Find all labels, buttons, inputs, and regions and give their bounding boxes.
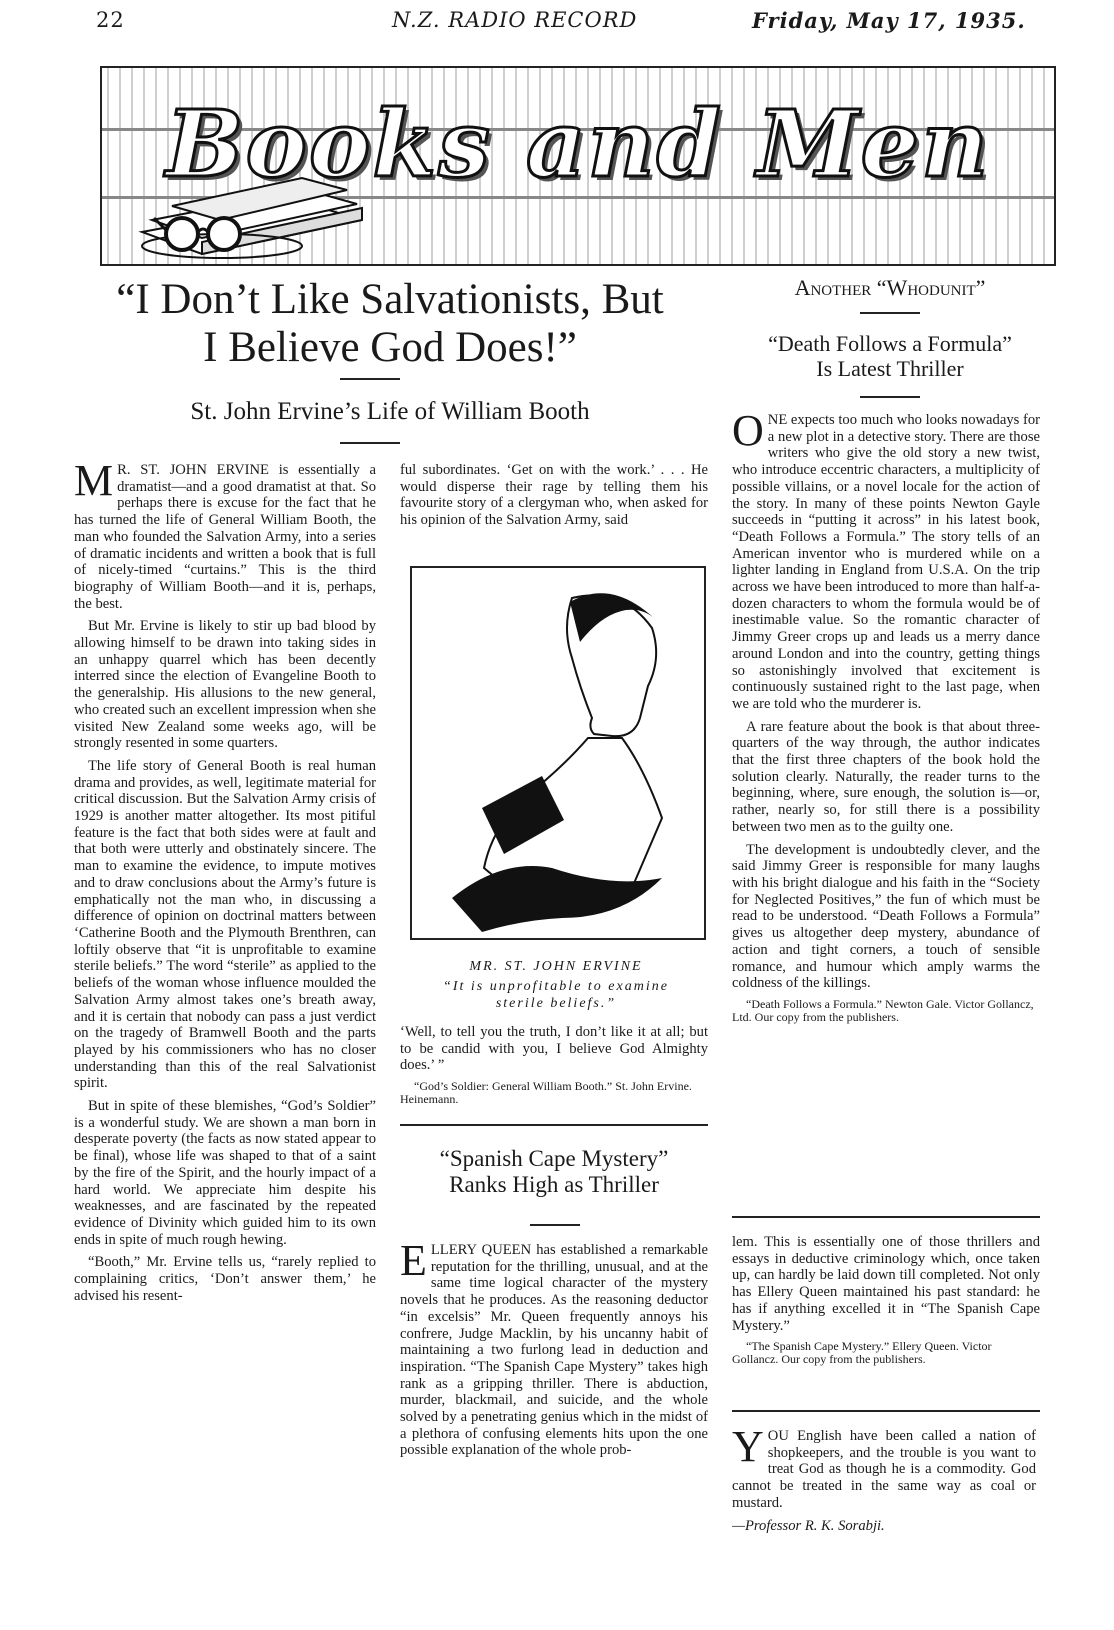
whodunit-headline-line2: Is Latest Thriller (816, 355, 964, 381)
author-portrait (410, 566, 706, 940)
main-article-column-2 (400, 462, 708, 552)
main-article-paragraph: “Booth,” Mr. Ervine tells us, “rarely replied to complaining critics, ‘Don’t answer them,’ he advised his resent- (74, 1254, 376, 1304)
whodunit-kicker (728, 276, 1052, 301)
main-article-paragraph: ful subordinates. ‘Get on with the work.’ . . . He would disperse their rage by telling them his favourite story of a clergyman who, when asked for his opinion of the Salvation Army, said (400, 462, 708, 529)
spanish-article-paragraph: lem. This is essentially one of those thrillers and essays in deductive criminology which, once taken up, can hardly be laid down till completed. Not only has Ellery Queen maintained his past standard: he has if anything excelled it in “The Spanish Cape Mystery.” (732, 1234, 1040, 1334)
book-credit: “The Spanish Cape Mystery.” Ellery Queen. Victor Gollancz. Our copy from the publishers. (732, 1339, 992, 1367)
whodunit-kicker-text: Another “Whodunit” (794, 275, 986, 300)
divider (732, 1216, 1040, 1218)
drop-cap: O (732, 412, 764, 455)
quote-text: OU English have been called a nation of shopkeepers, and the trouble is you want to treat God as though he is a commodity. God cannot be treated in the same way as coal or mustard. (732, 1428, 1036, 1511)
spectacles-icon (152, 208, 262, 258)
portrait-caption-name: MR. ST. JOHN ERVINE (469, 959, 643, 974)
whodunit-article-column (732, 412, 1040, 1208)
spanish-article-column-2 (732, 1234, 1040, 1402)
spanish-article-column-1 (400, 1242, 708, 1542)
portrait-caption-quote: “It is unprofitable to examine sterile beliefs.” (443, 979, 669, 1011)
quote-attribution: —Professor R. K. Sorabji. (732, 1517, 885, 1534)
divider (340, 378, 400, 380)
man-reading-illustration (412, 568, 704, 938)
main-article-column-2-end (400, 1024, 708, 1114)
main-headline (60, 276, 720, 372)
whodunit-article-paragraph: A rare feature about the book is that about three-quarters of the way through, the author indicates that the first three chapters of the book hold the solution clearly. Naturally, the reader turns to the beginning, where, sure enough, the solution is—or, rather, nearly so, for still there is a possibility between two men as to the guilty one. (732, 718, 1040, 835)
masthead-title: Books and Men (165, 90, 991, 198)
main-article-column-1 (74, 462, 376, 1532)
publication-name: N.Z. RADIO RECORD (392, 8, 638, 32)
whodunit-article-paragraph: NE expects too much who looks nowadays for a new plot in a detective story. There are those writers who give the old story a new twist, who introduce eccentric characters, a multiplicity of possible villains, or a novel locale for the action of the story. In many of these points Newton Gayle succeeds in “putting it across” in his latest book, “Death Follows a Formula.” The story tells of an American inventor who is murdered while on a lighter landing in England from U.S.A. On the trip across we have been introduced to more than half-a-dozen characters to whom the formula would be of inestimable value. So the romantic character of Jimmy Greer crops up and leads us a merry dance around London and into the country, getting things so astonishingly involved that excitement is continuously sustained right to the last page, when we are told who the murderer is. (732, 412, 1040, 712)
drop-cap: M (74, 462, 114, 505)
books-and-men-masthead (100, 66, 1056, 266)
main-article-paragraph: ‘Well, to tell you the truth, I don’t like it at all; but to be candid with you, I believe God Almighty does.’ ” (400, 1024, 708, 1074)
main-article-paragraph: The life story of General Booth is real human drama and provides, as well, legitimate material for critical discussion. But the Salvation Army crisis of 1929 is another matter altogether. Its most pitiful feature is the fact that both sides were at fault and that both were utterly and obstinately sincere. The man to examine the evidence, to impute motives and to draw conclusions about the Army’s future is emphatically not the man who, in discussing a difference of opinion on doctrinal matters between ‘Catherine Booth and the Plymouth Brenthren, can loftily observe that “it is unprofitable to examine sterile beliefs.” The word “sterile” as applied to the beliefs of the woman whose influence moulded the Salvation Army almost takes one’s breath away, and it is certain that nobody can pass a just verdict on the tragedy of Bramwell Booth and the parts played by his commissioners who has no closer understanding than this of the real Salvationist spirit. (74, 757, 376, 1092)
divider (530, 1224, 580, 1226)
sorabji-quote (732, 1428, 1036, 1538)
divider (860, 396, 920, 398)
whodunit-headline (728, 332, 1052, 381)
main-subhead: St. John Ervine’s Life of William Booth (190, 398, 590, 425)
whodunit-headline-line1: “Death Follows a Formula” (768, 331, 1012, 356)
book-credit: “Death Follows a Formula.” Newton Gale. Victor Gollancz, Ltd. Our copy from the publishers. (732, 996, 1034, 1024)
spanish-headline (400, 1146, 708, 1198)
main-headline-line1: “I Don’t Like Salvationists, But (116, 276, 664, 323)
main-article-paragraph: But Mr. Ervine is likely to stir up bad blood by allowing himself to be drawn into taking sides in an unhappy quarrel which has been decently interred since the election of Evangeline Booth to the generalship. His allusions to the new general, who created such an excellent impression when she visited New Zealand some weeks ago, will be strongly resented in some quarters. (74, 618, 376, 752)
main-article-paragraph: But in spite of these blemishes, “God’s Soldier” is a wonderful study. We are shown a man born in desperate poverty (the facts as now stated appear to be final), whose life was shaped to that of a saint by the fire of the Spirit, and the hourly impact of a hard world. We appreciate him despite his weaknesses, and are fascinated by the repeated evidence of Divinity which guided him to its own ends in spite of much rough hewing. (74, 1098, 376, 1248)
spanish-headline-line2: Ranks High as Thriller (449, 1171, 659, 1197)
page-number: 22 (96, 8, 125, 32)
drop-cap: Y (732, 1428, 764, 1471)
divider (340, 442, 400, 444)
spanish-headline-line1: “Spanish Cape Mystery” (439, 1146, 669, 1171)
divider (400, 1124, 708, 1126)
whodunit-article-paragraph: The development is undoubtedly clever, and the said Jimmy Greer is responsible for many laughs with his bright dialogue and his faith in the “Society for Neglected Positives,” the fun of which must be read to be understood. “Death Follows a Formula” gives us altogether deep mystery, abundance of action and tight corners, a touch of sensible romance, and humour which amply warms the coldness of the killings. (732, 841, 1040, 992)
drop-cap: E (400, 1242, 427, 1285)
divider (732, 1410, 1040, 1412)
main-article-paragraph: R. ST. JOHN ERVINE is essentially a dramatist—and a good dramatist at that. So perhaps there is excuse for the fact that he has turned the life of General William Booth, the man who founded the Salvation Army, into a series of dramatic incidents and written a book that is full of nicely-timed “curtains.” This is the third biography of William Booth—and it is, perhaps, the best. (74, 462, 376, 612)
divider (860, 312, 920, 314)
book-credit: “God’s Soldier: General William Booth.” St. John Ervine. Heinemann. (400, 1079, 692, 1107)
issue-date: Friday, May 17, 1935. (752, 8, 1026, 33)
main-headline-line2: I Believe God Does!” (203, 324, 577, 372)
spanish-article-paragraph: LLERY QUEEN has established a remarkable reputation for the thrilling, unusual, and at the same time logical character of the mystery novels that he produces. As the reasoning deductor “in excelsis” Mr. Queen frequently annoys his confrere, Judge Macklin, by his uncanny habit of maintaining a two furlong lead in deduction and inspiration. “The Spanish Cape Mystery” takes high rank as a gripping thriller. There is abduction, murder, blackmail, and suicide, and the whole solved by a penetrating genius which in the midst of a plethora of confusing elements hits upon the one possible explanation of the whole prob- (400, 1242, 708, 1459)
